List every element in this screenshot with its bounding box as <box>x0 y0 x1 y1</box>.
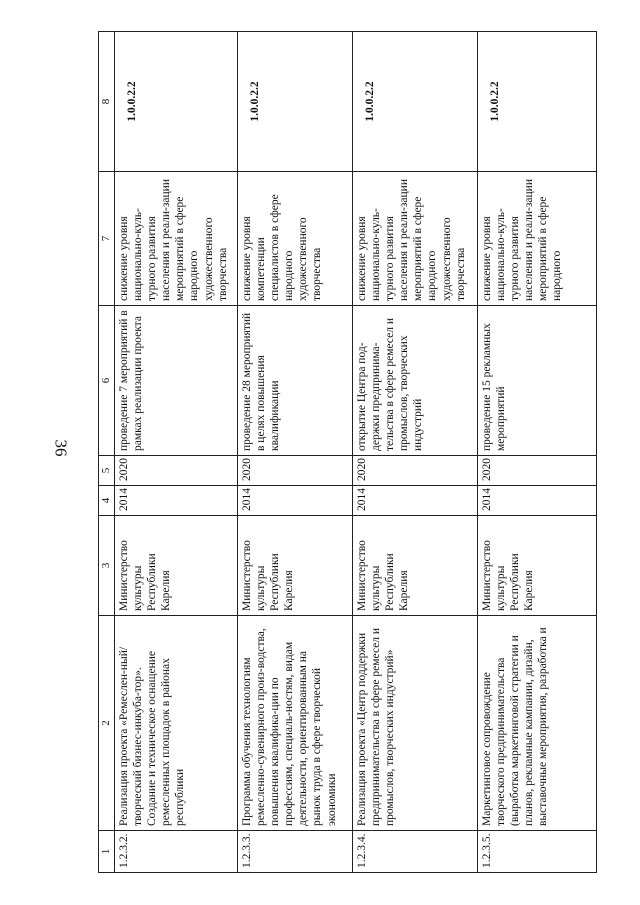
end-year: 2020 <box>353 456 478 486</box>
column-number: 8 <box>99 32 115 172</box>
column-number: 3 <box>99 516 115 616</box>
activity-name: Программа обучения технологиям ремесленно-сувенирного произ-водства, повышения квалифика-ции по профессиям, специаль-ностям, видам деятельности, ориентированным на рынок труда в сфере творческой экономики <box>238 616 353 831</box>
rotated-table-container <box>98 32 594 873</box>
end-year: 2020 <box>478 456 597 486</box>
row-id: 1.2.3.2. <box>115 831 238 873</box>
end-year: 2020 <box>115 456 238 486</box>
indicator-code: 1.0.0.2.2 <box>115 32 238 172</box>
executor: Министерство культуры Республики Карелия <box>353 516 478 616</box>
consequence: снижение уровня компетенции специалистов в сфере народного художественного творчества <box>238 172 353 306</box>
row-id: 1.2.3.4. <box>353 831 478 873</box>
activity-name: Реализация проекта «Центр поддержки предпринимательства в сфере ремесел и промыслов, творческих индустрий» <box>353 616 478 831</box>
indicator-code: 1.0.0.2.2 <box>238 32 353 172</box>
expected-result: проведение 15 рекламных мероприятий <box>478 306 597 456</box>
program-activities-table <box>98 31 597 873</box>
executor: Министерство культуры Республики Карелия <box>115 516 238 616</box>
consequence: снижение уровня национально-куль-турного развития населения и реали-зации мероприятий в сфере народного художественного творчества <box>115 172 238 306</box>
table-row <box>353 32 478 873</box>
indicator-code: 1.0.0.2.2 <box>478 32 597 172</box>
column-number: 1 <box>99 831 115 873</box>
start-year: 2014 <box>353 486 478 516</box>
executor: Министерство культуры Республики Карелия <box>478 516 597 616</box>
column-number-row <box>99 32 115 873</box>
start-year: 2014 <box>115 486 238 516</box>
row-id: 1.2.3.5. <box>478 831 597 873</box>
column-number: 5 <box>99 456 115 486</box>
end-year: 2020 <box>238 456 353 486</box>
expected-result: проведение 28 мероприятий в целях повышения квалификации <box>238 306 353 456</box>
table-row <box>238 32 353 873</box>
expected-result: открытие Центра под-держки предпринима-тельства в сфере ремесел и промыслов, творческих индустрий <box>353 306 478 456</box>
column-number: 7 <box>99 172 115 306</box>
start-year: 2014 <box>478 486 597 516</box>
indicator-code: 1.0.0.2.2 <box>353 32 478 172</box>
table-row <box>478 32 597 873</box>
table-row <box>115 32 238 873</box>
activity-name: Маркетинговое сопровождение творческого предпринимательства (выработка маркетинговой стратегии и планов, рекламные кампании, дизайн, выставочные мероприятия, разработка и <box>478 616 597 831</box>
start-year: 2014 <box>238 486 353 516</box>
expected-result: проведение 7 мероприятий в рамках реализации проекта <box>115 306 238 456</box>
activity-name: Реализация проекта «Ремеслен-ный/творческий бизнес-инкуба-тор». Создание и техническое оснащение ремесленных площадок в районах республики <box>115 616 238 831</box>
consequence: снижение уровня национально-куль-турного развития населения и реали-зации мероприятий в сфере народного художественного творчества <box>353 172 478 306</box>
column-number: 6 <box>99 306 115 456</box>
column-number: 2 <box>99 616 115 831</box>
executor: Министерство культуры Республики Карелия <box>238 516 353 616</box>
column-number: 4 <box>99 486 115 516</box>
row-id: 1.2.3.3. <box>238 831 353 873</box>
consequence: снижение уровня национально-куль-турного развития населения и реали-зации мероприятий в сфере народного <box>478 172 597 306</box>
page-number: 36 <box>51 439 71 457</box>
